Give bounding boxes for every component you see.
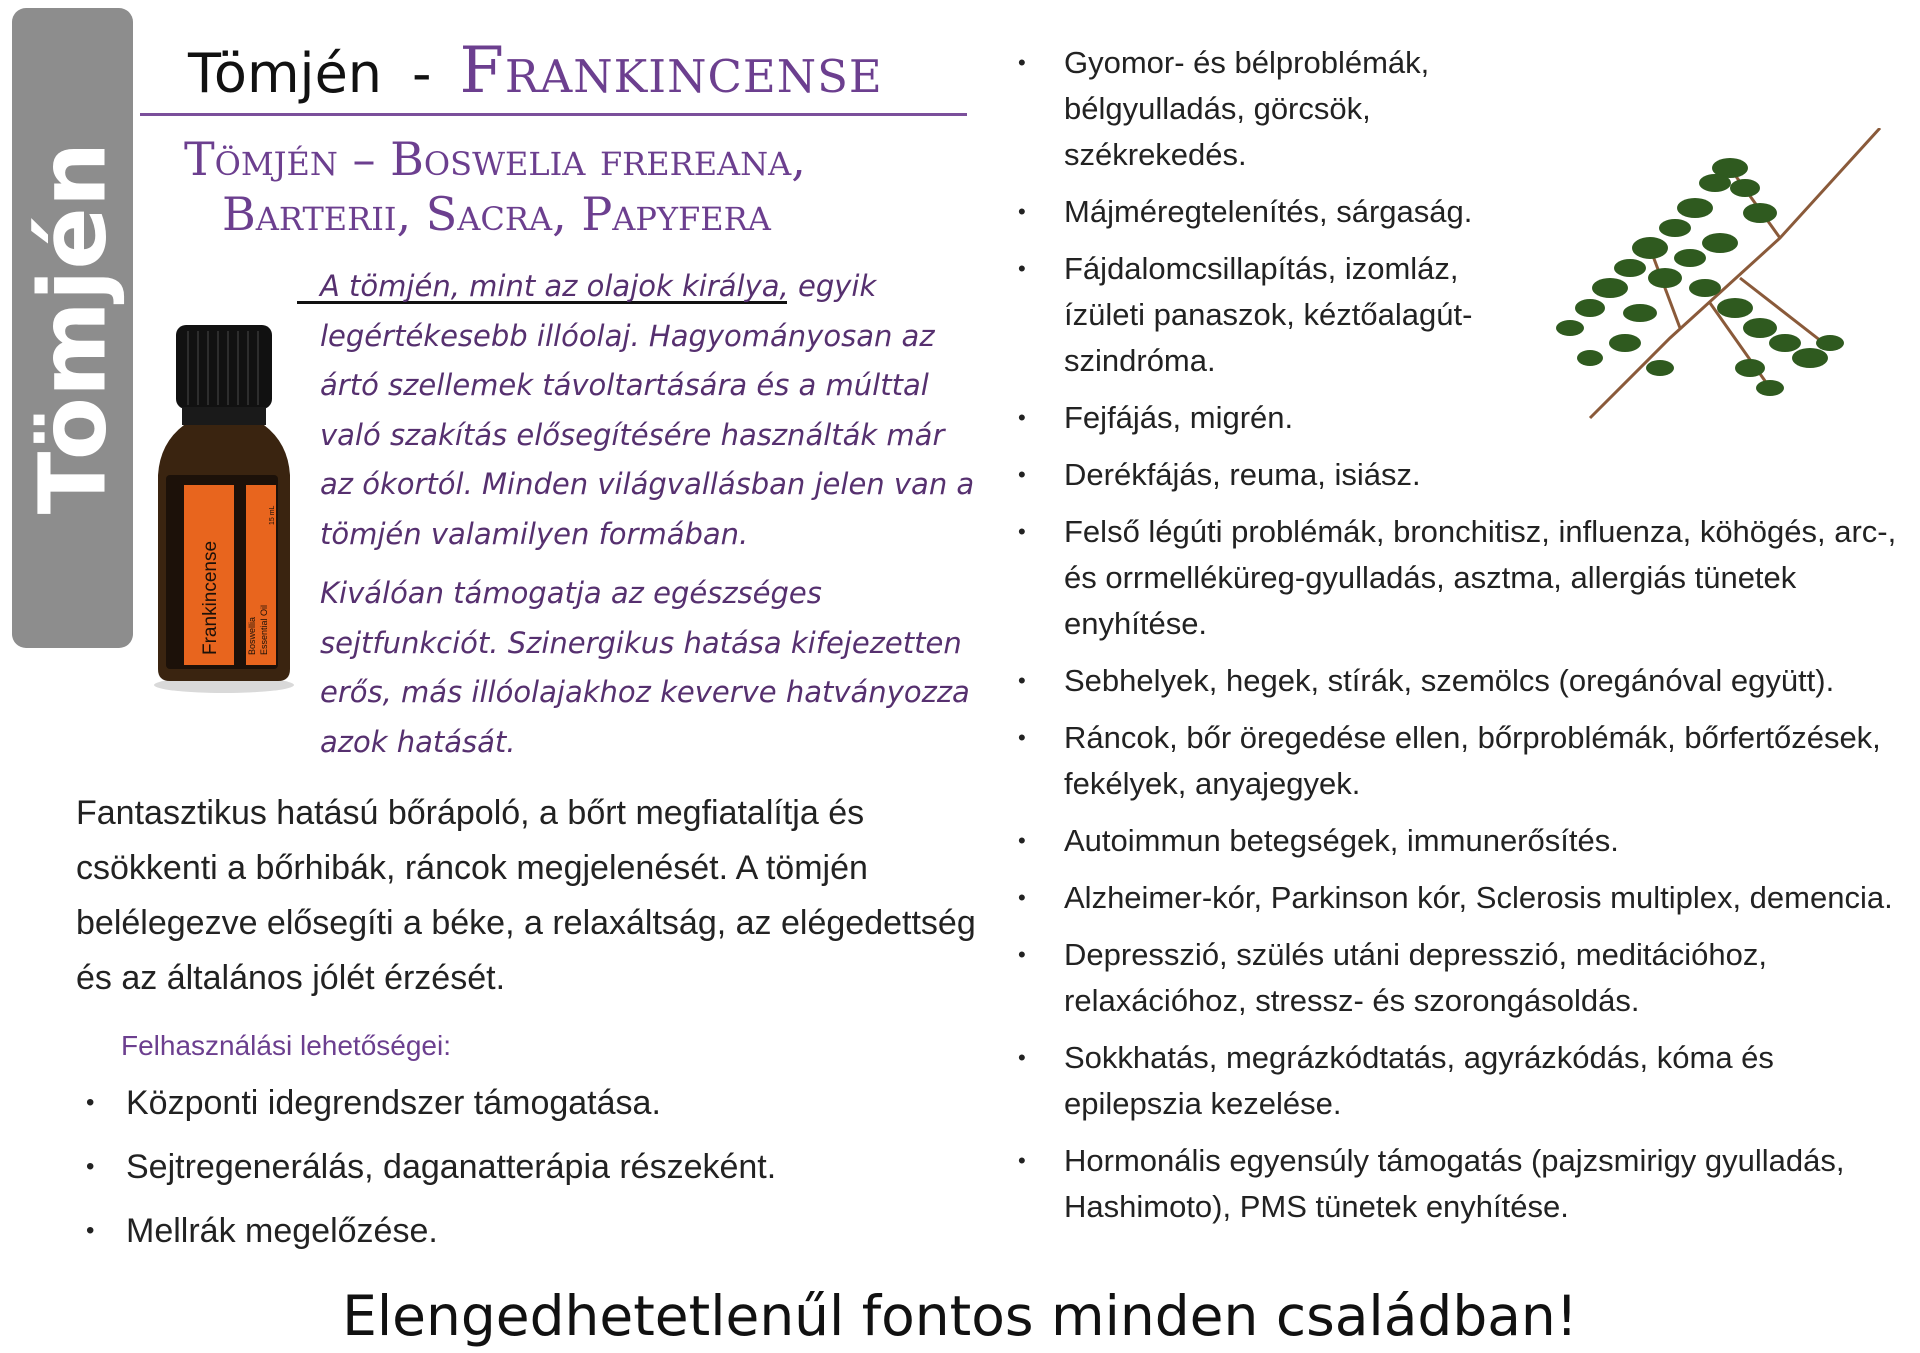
body-text: Fantasztikus hatású bőrápoló, a bőrt megfiatalítja és csökkenti a bőrhibák, ráncok megjelenését. A tömjén belélegezve elősegíti a béke, a relaxáltság, az elégedettség és az általános jólét érzését. bbox=[76, 794, 976, 997]
list-item: • Alzheimer-kór, Parkinson kór, Sclerosis multiplex, demencia. bbox=[1018, 875, 1898, 921]
subtitle-line-1: Tömjén – Boswelia frereana, bbox=[184, 132, 806, 186]
list-item: • Májméregtelenítés, sárgaság. bbox=[1018, 189, 1898, 235]
uses-left-list bbox=[86, 1080, 946, 1272]
uses-heading: Felhasználási lehetőségei: bbox=[121, 1030, 451, 1061]
list-item: • Fejfájás, migrén. bbox=[1018, 395, 1898, 441]
subtitle-line-2: Barterii, Sacra, Papyfera bbox=[222, 187, 771, 241]
list-item: • Derékfájás, reuma, isiász. bbox=[1018, 452, 1898, 498]
footer-slogan: Elengedhetetlenűl fontos minden családban! bbox=[342, 1284, 1578, 1348]
title-hungarian: Tömjén bbox=[188, 42, 383, 105]
list-item: • Sebhelyek, hegek, stírák, szemölcs (oregánóval együtt). bbox=[1018, 658, 1898, 704]
side-tab-label: Tömjén bbox=[19, 141, 126, 515]
essential-oil-bottle bbox=[148, 325, 300, 697]
bottle-volume: 15 mL bbox=[269, 505, 276, 525]
bottle-label: Frankincense bbox=[200, 540, 221, 655]
list-item: • Felső légúti problémák, bronchitisz, influenza, köhögés, arc-, és orrmelléküreg-gyulladás, asztma, allergiás tünetek enyhítése. bbox=[1018, 509, 1898, 647]
intro-paragraph-1: A tömjén, mint az olajok királya, egyik legértékesebb illóolaj. Hagyományosan az ártó szellemek távoltartására és a múlttal való szakítás elősegítésére használták már az ókortól. Minden világvallásban jelen van a tömjén valamilyen formában. bbox=[320, 269, 975, 551]
list-item: • Mellrák megelőzése. bbox=[86, 1208, 946, 1254]
bottle-sublabel-1: Boswellia bbox=[247, 616, 257, 655]
list-item: • Gyomor- és bélproblémák, bélgyulladás, görcsök, székrekedés. bbox=[1018, 40, 1898, 178]
list-item: • Központi idegrendszer támogatása. bbox=[86, 1080, 946, 1126]
page-title bbox=[188, 34, 883, 108]
list-item: • Autoimmun betegségek, immunerősítés. bbox=[1018, 818, 1898, 864]
list-item: • Fájdalomcsillapítás, izomláz, ízületi panaszok, kéztőalagút-szindróma. bbox=[1018, 246, 1898, 384]
botanical-subtitle bbox=[184, 132, 944, 242]
uses-right-list bbox=[1018, 40, 1898, 1241]
list-item: • Depresszió, szülés utáni depresszió, meditációhoz, relaxációhoz, stressz- és szorongásoldás. bbox=[1018, 932, 1898, 1024]
list-item: • Sokkhatás, megrázkódtatás, agyrázkódás, kóma és epilepszia kezelése. bbox=[1018, 1035, 1898, 1127]
side-tab bbox=[12, 8, 133, 648]
title-separator: - bbox=[412, 42, 432, 105]
list-item: • Ráncok, bőr öregedése ellen, bőrproblémák, bőrfertőzések, fekélyek, anyajegyek. bbox=[1018, 715, 1898, 807]
title-divider bbox=[140, 113, 967, 116]
bottle-sublabel-2: Essential Oil bbox=[259, 604, 269, 655]
title-english: Frankincense bbox=[459, 34, 883, 108]
intro-text bbox=[320, 262, 980, 767]
list-item: • Hormonális egyensúly támogatás (pajzsmirigy gyulladás, Hashimoto), PMS tünetek enyhítése. bbox=[1018, 1138, 1898, 1230]
list-item: • Sejtregenerálás, daganatterápia részeként. bbox=[86, 1144, 946, 1190]
intro-paragraph-2: Kiválóan támogatja az egészséges sejtfunkciót. Szinergikus hatása kifejezetten erős, más illóolajakhoz keverve hatványozza azok hatását. bbox=[320, 576, 970, 759]
